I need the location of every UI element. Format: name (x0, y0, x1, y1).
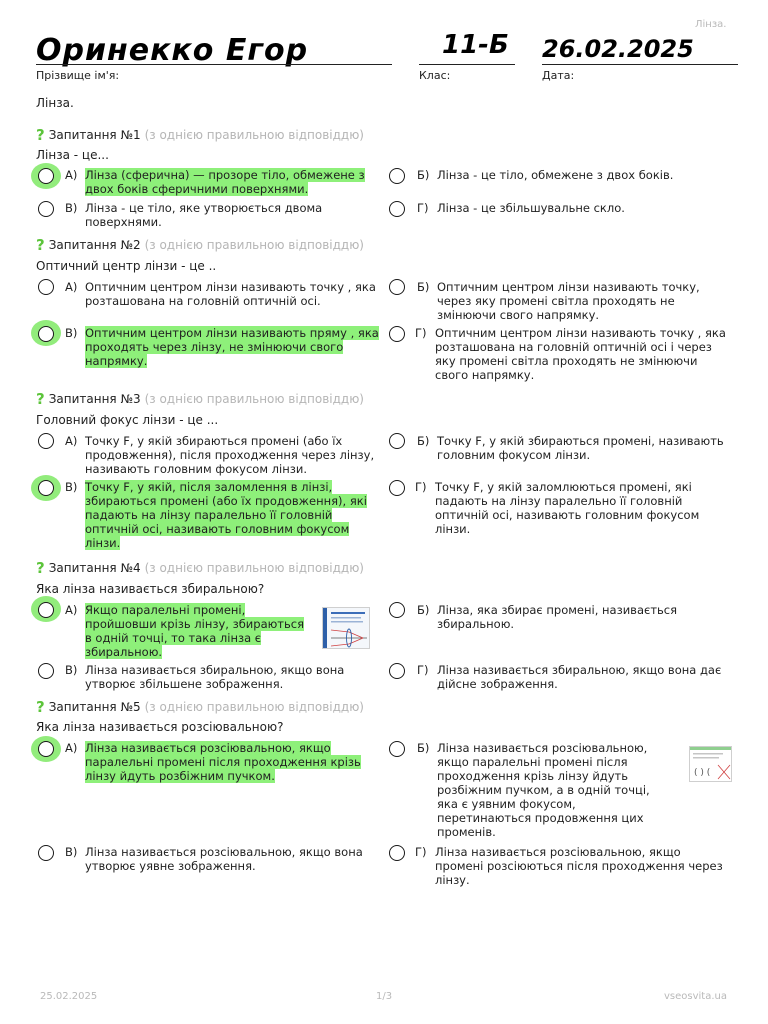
option-letter: В) (65, 663, 78, 677)
option-4c[interactable] (65, 663, 375, 691)
option-text: Точку F, у якій збираються промені, називають головним фокусом лінзи. (437, 434, 724, 462)
option-text: Оптичним центром лінзи називають точку, через яку промені світла проходять не змінюючи свого напрямку. (437, 280, 700, 322)
option-4d[interactable] (417, 663, 727, 691)
option-2c-radio[interactable] (38, 326, 54, 342)
class-label: Клас: (419, 69, 451, 82)
option-5d[interactable] (415, 845, 725, 887)
option-4d-radio[interactable] (389, 663, 405, 679)
question-4-header (36, 561, 364, 575)
option-letter: А) (65, 280, 78, 294)
option-letter: Б) (417, 741, 430, 755)
option-letter: Б) (417, 434, 430, 448)
option-letter: А) (65, 168, 78, 182)
option-letter: А) (65, 741, 78, 755)
option-text: Лінза - це тіло, обмежене з двох боків. (437, 168, 674, 182)
option-4a-radio[interactable] (38, 602, 54, 618)
option-2c[interactable] (65, 326, 380, 368)
option-2d[interactable] (415, 326, 730, 382)
option-text: Лінза (сферична) — прозоре тіло, обмежене з двох боків сферичними поверхнями. (85, 168, 365, 196)
option-letter: Г) (415, 845, 427, 859)
option-3c[interactable] (65, 480, 380, 550)
question-label: Запитання №1 (48, 128, 141, 142)
lens-diagram-thumbnail (689, 746, 732, 782)
option-4b[interactable] (417, 603, 717, 631)
option-5c[interactable] (65, 845, 365, 873)
footer-site: vseosvita.ua (664, 991, 727, 1002)
option-2a[interactable] (65, 280, 380, 308)
question-5-header (36, 700, 364, 714)
option-letter: Г) (415, 326, 427, 340)
question-label: Запитання №5 (48, 700, 141, 714)
option-4a[interactable] (65, 603, 310, 659)
option-text: Точку F, у якій заломлюються промені, які падають на лінзу паралельно її головній оптичній осі, називають головним фокусом лінзи. (435, 480, 700, 536)
option-letter: Б) (417, 603, 430, 617)
question-type: (з однією правильною відповіддю) (144, 561, 364, 575)
name-label: Прізвище ім'я: (36, 69, 120, 82)
option-text: Оптичним центром лінзи називають точку , яка розташована на головній оптичній осі. (85, 280, 376, 308)
option-text: Лінза називається розсіювальною, якщо паралельні промені після проходження крізь лінзу йдуть розбіжним пучком, а в одній точці, яка є уявним фокусом, перетинаються продовження цих променів. (437, 741, 650, 839)
question-mark-icon: ? (36, 236, 45, 254)
question-mark-icon: ? (36, 698, 45, 716)
date-label: Дата: (542, 69, 575, 82)
option-4b-radio[interactable] (389, 602, 405, 618)
option-2b-radio[interactable] (389, 279, 405, 295)
option-letter: Б) (417, 280, 430, 294)
option-text: Лінза, яка збирає промені, називається збиральною. (437, 603, 678, 631)
option-1b-radio[interactable] (389, 168, 405, 184)
option-text: Лінза називається розсіювальною, якщо вона утворює уявне зображення. (85, 845, 363, 873)
option-3d-radio[interactable] (389, 480, 405, 496)
lens-diagram-thumbnail (322, 607, 370, 649)
test-title: Лінза. (36, 96, 74, 110)
option-3a[interactable] (65, 434, 375, 476)
option-3a-radio[interactable] (38, 433, 54, 449)
question-mark-icon: ? (36, 390, 45, 408)
option-1b[interactable] (417, 168, 732, 182)
option-5c-radio[interactable] (38, 845, 54, 861)
option-letter: Б) (417, 168, 430, 182)
question-label: Запитання №2 (48, 238, 141, 252)
lens-diagram-icon (323, 608, 370, 649)
option-letter: А) (65, 434, 78, 448)
question-mark-icon: ? (36, 126, 45, 144)
class-line (419, 64, 515, 65)
footer-date: 25.02.2025 (40, 991, 98, 1002)
option-1a[interactable] (65, 168, 380, 196)
class-handwriting: 11-Б (442, 30, 509, 60)
option-5b[interactable] (417, 741, 667, 839)
question-3-text: Головний фокус лінзи - це ... (36, 413, 219, 427)
option-1d-radio[interactable] (389, 201, 405, 217)
svg-text:( ) (: ( ) ( (694, 768, 711, 778)
option-text: Лінза називається розсіювальною, якщо паралельні промені після проходження крізь лінзу йдуть розбіжним пучком. (85, 741, 361, 783)
option-letter: Г) (417, 201, 429, 215)
question-2-text: Оптичний центр лінзи - це .. (36, 259, 217, 273)
option-text: Точку F, у якій, після заломлення в лінзі, збираються промені (або їх продовження), які падають на лінзу паралельно її головній оптичній осі, називають головним фокусом лінзи. (85, 480, 367, 550)
option-3b-radio[interactable] (389, 433, 405, 449)
option-text: Лінза називається збиральною, якщо вона утворює збільшене зображення. (85, 663, 345, 691)
option-text: Лінза називається розсіювальною, якщо промені розсіюються після проходження через лінзу. (435, 845, 723, 887)
question-type: (з однією правильною відповіддю) (144, 238, 364, 252)
option-3b[interactable] (417, 434, 727, 462)
corner-label: Лінза. (695, 19, 727, 30)
option-5a[interactable] (65, 741, 365, 783)
option-letter: А) (65, 603, 78, 617)
option-letter: В) (65, 480, 78, 494)
option-5b-radio[interactable] (389, 741, 405, 757)
name-line (36, 64, 392, 65)
option-text: Оптичним центром лінзи називають пряму , яка проходять через лінзу, не змінюючи свого напрямку. (85, 326, 379, 368)
option-5a-radio[interactable] (38, 741, 54, 757)
question-5-text: Яка лінза називається розсіювальною? (36, 720, 284, 734)
option-3c-radio[interactable] (38, 480, 54, 496)
option-3d[interactable] (415, 480, 730, 536)
question-4-text: Яка лінза називається збиральною? (36, 582, 265, 596)
lens-diagram-icon (690, 747, 732, 782)
date-handwriting: 26.02.2025 (542, 35, 694, 63)
option-1c-radio[interactable] (38, 201, 54, 217)
date-line (542, 64, 738, 65)
question-1-text: Лінза - це... (36, 148, 109, 162)
option-5d-radio[interactable] (389, 845, 405, 861)
footer-page-number: 1/3 (376, 991, 393, 1002)
option-text: Оптичним центром лінзи називають точку , яка розташована на головній оптичній осі і через яку промені світла проходять не змінюючи свого напрямку. (435, 326, 726, 382)
option-text: Точку F, у якій збираються промені (або їх продовження), після проходження через лінзу, називають головним фокусом лінзи. (85, 434, 375, 476)
question-type: (з однією правильною відповіддю) (144, 128, 364, 142)
option-1c[interactable] (65, 201, 365, 229)
option-text: Лінза називається збиральною, якщо вона дає дійсне зображення. (437, 663, 722, 691)
option-letter: В) (65, 201, 78, 215)
student-name-handwriting: Оринекко Егор (36, 33, 309, 68)
question-3-header (36, 392, 364, 406)
question-label: Запитання №4 (48, 561, 141, 575)
option-4c-radio[interactable] (38, 663, 54, 679)
option-letter: Г) (415, 480, 427, 494)
option-2a-radio[interactable] (38, 279, 54, 295)
question-type: (з однією правильною відповіддю) (144, 392, 364, 406)
question-2-header (36, 238, 364, 252)
option-text: Якщо паралельні промені, пройшовши крізь лінзу, збираються в одній точці, то така лінза є збиральною. (85, 603, 305, 659)
option-text: Лінза - це збільшувальне скло. (437, 201, 625, 215)
option-2b[interactable] (417, 280, 732, 322)
question-1-header (36, 128, 364, 142)
option-2d-radio[interactable] (389, 326, 405, 342)
option-letter: В) (65, 326, 78, 340)
option-letter: В) (65, 845, 78, 859)
question-label: Запитання №3 (48, 392, 141, 406)
question-type: (з однією правильною відповіддю) (144, 700, 364, 714)
option-1a-radio[interactable] (38, 168, 54, 184)
question-mark-icon: ? (36, 559, 45, 577)
option-1d[interactable] (417, 201, 732, 215)
option-text: Лінза - це тіло, яке утворюється двома поверхнями. (85, 201, 323, 229)
option-letter: Г) (417, 663, 429, 677)
